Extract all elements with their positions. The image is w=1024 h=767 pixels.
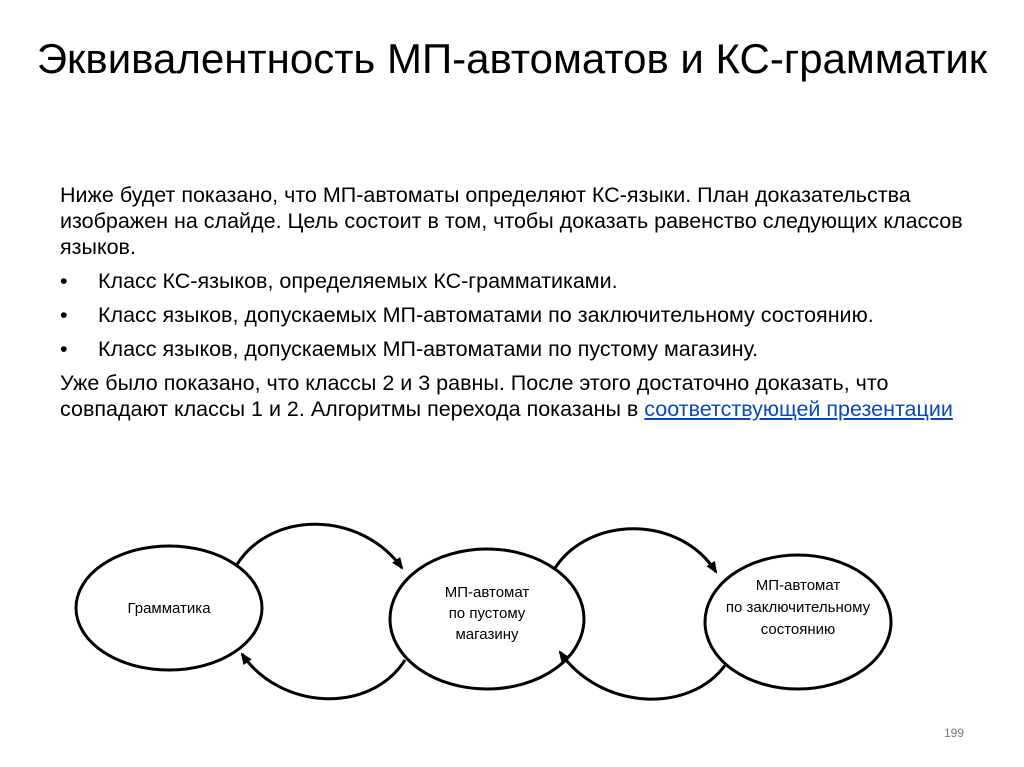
bullet-text: Класс КС-языков, определяемых КС-грамматиками. [98,269,618,293]
node-label: по заключительному [725,599,871,616]
bullet-text: Класс языков, допускаемых МП-автоматами по заключительному состоянию. [98,303,874,327]
slide-title: Эквивалентность МП-автоматов и КС-грамматик [36,35,988,82]
presentation-link[interactable]: соответствующей презентации [644,397,953,421]
arrow-pda-to-grammar [242,654,405,699]
conclusion-sentence: Уже было показано, что классы 2 и 3 равны. После этого достаточно доказать, что совпадают классы 1 и 2. Алгоритмы перехода показаны в [60,371,889,421]
node-label: магазину [455,626,519,643]
intro-text: Ниже будет показано, что МП-автоматы определяют КС-языки. План доказательства изображен на слайде. Цель состоит в том, чтобы доказать равенство следующих классов языков. [60,183,963,259]
bullet-text: Класс языков, допускаемых МП-автоматами по пустому магазину. [98,337,759,361]
bullet-marker: • [60,269,68,293]
bullet-marker: • [60,303,68,327]
arrow-grammar-to-pda [236,524,402,568]
node-label: МП-автомат [444,584,530,601]
page-number: 199 [943,726,964,740]
arrow-final-to-empty [560,652,726,699]
node-label: Грамматика [127,600,211,617]
node-label: МП-автомат [755,577,841,594]
bullet-marker: • [60,337,68,361]
node-label: состоянию [760,621,836,638]
arrow-empty-to-final [555,529,716,572]
node-label: по пустому [448,605,526,622]
